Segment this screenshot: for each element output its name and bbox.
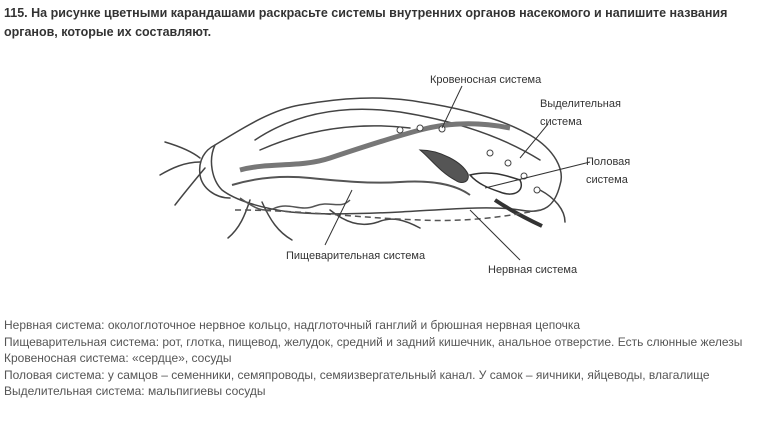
task-number: 115. — [4, 6, 28, 20]
answer-nervous: Нервная система: окологлоточное нервное кольцо, надглоточный ганглий и брюшная нервная цепочка — [4, 318, 581, 332]
label-circulatory: Кровеносная система — [430, 74, 542, 86]
reproductive-duct — [495, 200, 542, 226]
answer-circulatory: Кровеносная система: «сердце», сосуды — [4, 351, 232, 365]
label-digestive: Пищеварительная система — [286, 250, 426, 262]
heart-chambers — [397, 125, 540, 193]
circulatory-vessel — [240, 124, 510, 170]
reproductive-organ — [470, 173, 521, 194]
insect-anatomy-drawing — [0, 50, 770, 305]
leader-line-excretory — [520, 124, 548, 158]
leader-line-digestive — [325, 190, 352, 245]
answer-list — [4, 317, 768, 400]
label-reproductive-line1: Половая — [586, 156, 631, 168]
body-outline — [211, 98, 561, 214]
antenna — [160, 162, 200, 175]
answer-reproductive: Половая система: у самцов – семенники, семяпроводы, семяизвергательный канал. У самок – яичники, яйцеводы, влагалище — [4, 367, 710, 382]
label-excretory-line2: система — [540, 116, 582, 128]
task-text — [4, 4, 764, 42]
label-nervous: Нервная система — [488, 264, 578, 276]
insect-anatomy-figure — [0, 50, 770, 305]
answer-digestive: Пищеварительная система: рот, глотка, пищевод, желудок, средний и задний кишечник, анальное отверстие. Есть слюнные железы — [4, 334, 743, 349]
antenna — [175, 168, 205, 205]
label-excretory-line1: Выделительная — [540, 98, 621, 110]
task-instruction: На рисунке цветными карандашами раскрасьте системы внутренних органов насекомого и напишите названия органов, которые их составляют. — [4, 6, 728, 39]
ovipositor — [540, 190, 565, 222]
excretory-organ — [420, 150, 468, 182]
antenna — [165, 142, 200, 158]
leg — [228, 200, 250, 238]
digestive-gland — [240, 198, 350, 210]
answer-excretory: Выделительная система: мальпигиевы сосуды — [4, 384, 266, 398]
head-outline — [200, 145, 230, 198]
nerve-cord — [235, 210, 540, 221]
label-reproductive-line2: система — [586, 174, 628, 186]
